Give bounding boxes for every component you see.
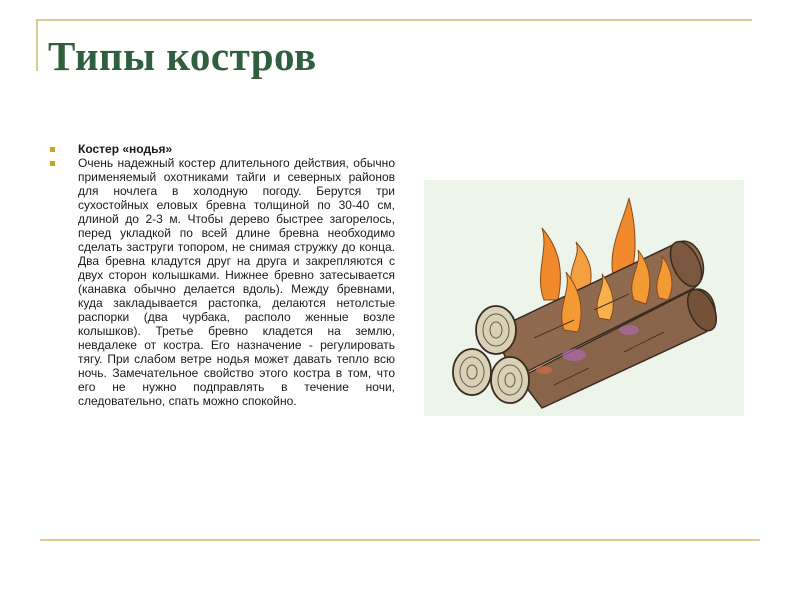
bullet-heading: Костер «нодья»: [78, 142, 173, 156]
bullet-list: [50, 142, 395, 408]
log-end-upper: [476, 306, 516, 354]
frame-line-top: [38, 19, 752, 21]
slide-title: Типы костров: [48, 33, 317, 79]
square-bullet-icon: [50, 161, 55, 166]
bullet-body-text: Очень надежный костер длительного действия, обычно применяемый охотниками тайги и северных районов для ночлега в холодную погоду. Берутся три сухостойных еловых бревна толщиной по 30-40 см, длиной до 2-3 м. Чтобы дерево быстрее загорелось, перед укладкой по всей длине бревна необходимо сделать заструги топором, не снимая стружку до конца. Два бревна кладутся друг на друга и закрепляются с двух сторон колышками. Нижнее бревно затесывается (канавка обычно делается вдоль). Между бревнами, куда закладывается растопка, делаются нетолстые распорки (два чурбака, располо женные возле колышков). Третье бревно кладется на землю, невдалеке от костра. Его назначение - регулировать тягу. При слабом ветре нодья может давать тепло всю ночь. Замечательное свойство этого костра в том, что его не нужно подправлять в течение ночи, следовательно, спать можно спокойно.: [78, 156, 395, 408]
log-end-lower-left: [453, 349, 491, 395]
list-item: [50, 156, 395, 408]
log-fire-drawing: [424, 180, 744, 416]
campfire-logs-illustration: [424, 180, 744, 416]
frame-line-bottom: [40, 539, 760, 541]
log-end-lower-right: [491, 357, 529, 403]
list-item: [50, 142, 395, 156]
square-bullet-icon: [50, 147, 55, 152]
frame-line-left: [36, 19, 38, 71]
